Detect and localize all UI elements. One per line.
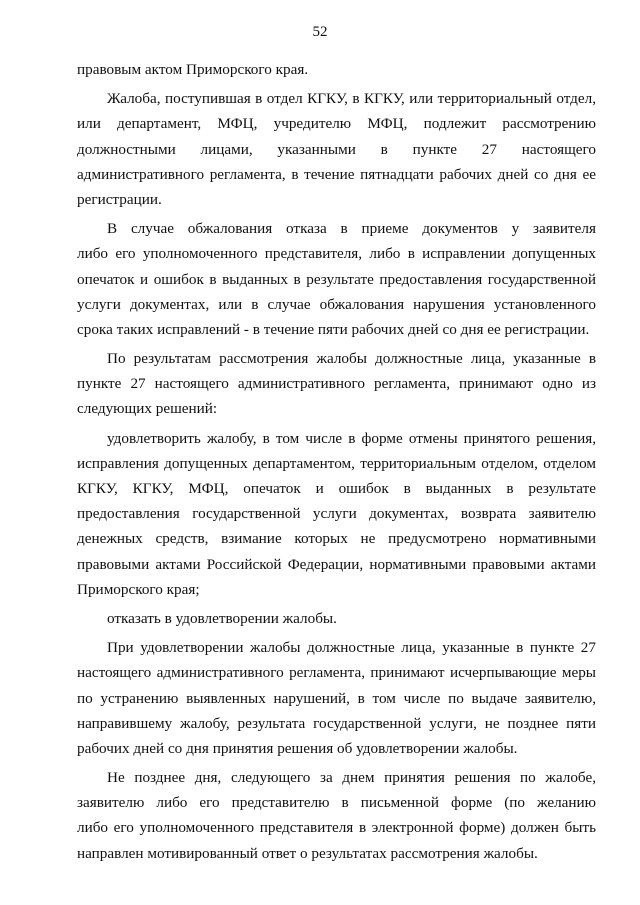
text-line: КГКУ, КГКУ, МФЦ, опечаток и ошибок в выданных в результате (77, 480, 596, 497)
text-line: правовыми актами Российской Федерации, нормативными правовыми актами (77, 555, 596, 573)
text-line: заявителю либо его представителю в письменной форме (по желанию (77, 794, 596, 812)
text-line: Приморского края; (77, 580, 200, 598)
text-line: либо его уполномоченного представителя в электронной форме) должен быть (77, 819, 596, 837)
text-line: отказать в удовлетворении жалобы. (107, 609, 337, 627)
text-line: пункте 27 настоящего административного регламента, принимают одно из (77, 375, 596, 393)
text-line: административного регламента, в течение пятнадцати рабочих дней со дня ее (77, 165, 596, 183)
text-line: настоящего административного регламента, принимают исчерпывающие меры (77, 664, 596, 682)
text-line: по устранению выявленных нарушений, в том числе по выдаче заявителю, (77, 689, 596, 707)
text-line: регистрации. (77, 190, 162, 208)
text-line: направившему жалобу, результата государственной услуги, не позднее пяти (77, 714, 596, 732)
text-line: При удовлетворении жалобы должностные лица, указанные в пункте 27 (107, 639, 596, 657)
text-line: либо его уполномоченного представителя, либо в исправлении допущенных (77, 245, 596, 263)
text-line: срока таких исправлений - в течение пяти рабочих дней со дня ее регистрации. (77, 320, 590, 338)
text-line: Не позднее дня, следующего за днем принятия решения по жалобе, (107, 769, 596, 787)
text-line: должностными лицами, указанными в пункте 27 настоящего (77, 140, 596, 158)
text-line: услуги документах, или в случае обжалования нарушения установленного (77, 295, 596, 313)
text-line: правовым актом Приморского края. (77, 61, 309, 78)
text-line: направлен мотивированный ответ о результатах рассмотрения жалобы. (77, 844, 538, 862)
document-body (77, 57, 596, 866)
text-line: По результатам рассмотрения жалобы должностные лица, указанные в (107, 350, 596, 368)
text-line: следующих решений: (77, 400, 218, 418)
text-line: В случае обжалования отказа в приеме документов у заявителя (107, 220, 596, 238)
text-line: Жалоба, поступившая в отдел КГКУ, в КГКУ, или территориальный отдел, (107, 90, 596, 108)
text-line: удовлетворить жалобу, в том числе в форме отмены принятого решения, (107, 429, 596, 447)
page-number: 52 (312, 24, 328, 40)
text-line: денежных средств, взимание которых не предусмотрено нормативными (77, 530, 596, 548)
text-line: опечаток и ошибок в выданных в результате предоставления государственной (77, 270, 596, 288)
text-line: или департамент, МФЦ, учредителю МФЦ, подлежит рассмотрению (77, 115, 596, 133)
text-line: рабочих дней со дня принятия решения об удовлетворении жалобы. (77, 739, 518, 757)
text-line: предоставления государственной услуги документах, возврата заявителю (77, 505, 596, 523)
text-line: исправления допущенных департаментом, территориальным отделом, отделом (77, 454, 596, 472)
